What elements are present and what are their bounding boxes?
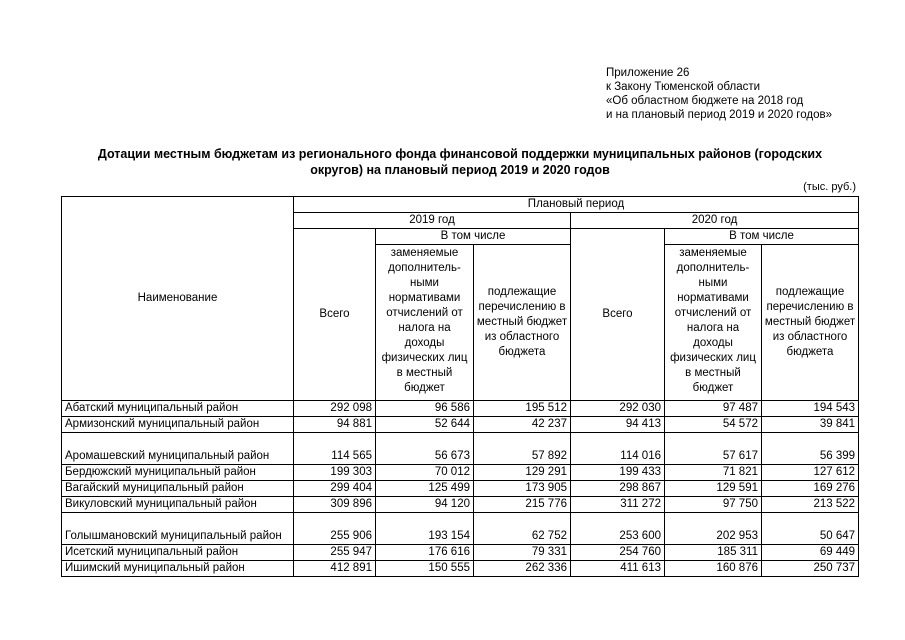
table-row	[62, 465, 859, 481]
cell-value: 213 522	[762, 497, 859, 513]
row-name: Армизонский муниципальный район	[62, 417, 294, 433]
cell-value: 94 413	[571, 417, 665, 433]
header-total-2020: Всего	[571, 229, 665, 401]
cell-value: 125 499	[376, 481, 474, 497]
cell-value: 57 892	[474, 433, 571, 465]
cell-value: 250 737	[762, 561, 859, 577]
cell-value: 176 616	[376, 545, 474, 561]
subsidies-table	[61, 196, 859, 577]
cell-value: 193 154	[376, 513, 474, 545]
units-label: (тыс. руб.)	[803, 181, 856, 193]
table-row	[62, 401, 859, 417]
table-row	[62, 545, 859, 561]
cell-value: 97 750	[665, 497, 762, 513]
row-name: Викуловский муниципальный район	[62, 497, 294, 513]
header-transfer-2020: подлежащие перечислению в местный бюджет из областного бюджета	[762, 245, 859, 401]
row-name: Абатский муниципальный район	[62, 401, 294, 417]
cell-value: 52 644	[376, 417, 474, 433]
cell-value: 56 399	[762, 433, 859, 465]
cell-value: 94 881	[294, 417, 376, 433]
header-replaced-2020: заменяемые дополнитель-ными нормативами отчислений от налога на доходы физических лиц в местный бюджет	[665, 245, 762, 401]
cell-value: 411 613	[571, 561, 665, 577]
header-year-2020: 2020 год	[571, 213, 859, 229]
cell-value: 150 555	[376, 561, 474, 577]
cell-value: 97 487	[665, 401, 762, 417]
cell-value: 309 896	[294, 497, 376, 513]
appendix-line: Приложение 26	[606, 67, 690, 79]
cell-value: 298 867	[571, 481, 665, 497]
cell-value: 62 752	[474, 513, 571, 545]
cell-value: 96 586	[376, 401, 474, 417]
cell-value: 199 433	[571, 465, 665, 481]
cell-value: 169 276	[762, 481, 859, 497]
table-row	[62, 481, 859, 497]
cell-value: 254 760	[571, 545, 665, 561]
cell-value: 94 120	[376, 497, 474, 513]
cell-value: 299 404	[294, 481, 376, 497]
cell-value: 199 303	[294, 465, 376, 481]
header-year-2019: 2019 год	[294, 213, 571, 229]
row-name: Бердюжский муниципальный район	[62, 465, 294, 481]
table-row	[62, 513, 859, 545]
cell-value: 57 617	[665, 433, 762, 465]
cell-value: 253 600	[571, 513, 665, 545]
cell-value: 56 673	[376, 433, 474, 465]
cell-value: 70 012	[376, 465, 474, 481]
row-name: Вагайский муниципальный район	[62, 481, 294, 497]
table-row	[62, 433, 859, 465]
cell-value: 173 905	[474, 481, 571, 497]
header-total-2019: Всего	[294, 229, 376, 401]
cell-value: 114 565	[294, 433, 376, 465]
header-replaced-2019: заменяемые дополнитель-ными нормативами отчислений от налога на доходы физических лиц в местный бюджет	[376, 245, 474, 401]
cell-value: 42 237	[474, 417, 571, 433]
cell-value: 129 291	[474, 465, 571, 481]
cell-value: 185 311	[665, 545, 762, 561]
row-name: Аромашевский муниципальный район	[62, 433, 294, 465]
cell-value: 114 016	[571, 433, 665, 465]
cell-value: 160 876	[665, 561, 762, 577]
table-row	[62, 497, 859, 513]
header-in-total-2019: В том числе	[376, 229, 571, 245]
header-name: Наименование	[62, 197, 294, 401]
cell-value: 412 891	[294, 561, 376, 577]
cell-value: 50 647	[762, 513, 859, 545]
appendix-line: «Об областном бюджете на 2018 год	[606, 95, 804, 107]
cell-value: 262 336	[474, 561, 571, 577]
cell-value: 255 947	[294, 545, 376, 561]
cell-value: 194 543	[762, 401, 859, 417]
cell-value: 79 331	[474, 545, 571, 561]
appendix-note	[606, 66, 832, 122]
appendix-line: и на плановый период 2019 и 2020 годов»	[606, 109, 832, 121]
cell-value: 195 512	[474, 401, 571, 417]
cell-value: 255 906	[294, 513, 376, 545]
cell-value: 129 591	[665, 481, 762, 497]
table-row	[62, 417, 859, 433]
cell-value: 215 776	[474, 497, 571, 513]
header-in-total-2020: В том числе	[665, 229, 859, 245]
cell-value: 292 098	[294, 401, 376, 417]
header-transfer-2019: подлежащие перечислению в местный бюджет из областного бюджета	[474, 245, 571, 401]
row-name: Исетский муниципальный район	[62, 545, 294, 561]
cell-value: 292 030	[571, 401, 665, 417]
cell-value: 54 572	[665, 417, 762, 433]
cell-value: 39 841	[762, 417, 859, 433]
table-row	[62, 561, 859, 577]
row-name: Голышмановский муниципальный район	[62, 513, 294, 545]
appendix-line: к Закону Тюменской области	[606, 81, 761, 93]
cell-value: 127 612	[762, 465, 859, 481]
document-title: Дотации местным бюджетам из регионального фонда финансовой поддержки муниципальных районов (городских округов) на плановый период 2019 и 2020 годов	[97, 147, 823, 177]
cell-value: 71 821	[665, 465, 762, 481]
cell-value: 311 272	[571, 497, 665, 513]
row-name: Ишимский муниципальный район	[62, 561, 294, 577]
cell-value: 202 953	[665, 513, 762, 545]
cell-value: 69 449	[762, 545, 859, 561]
header-plan-period: Плановый период	[294, 197, 859, 213]
